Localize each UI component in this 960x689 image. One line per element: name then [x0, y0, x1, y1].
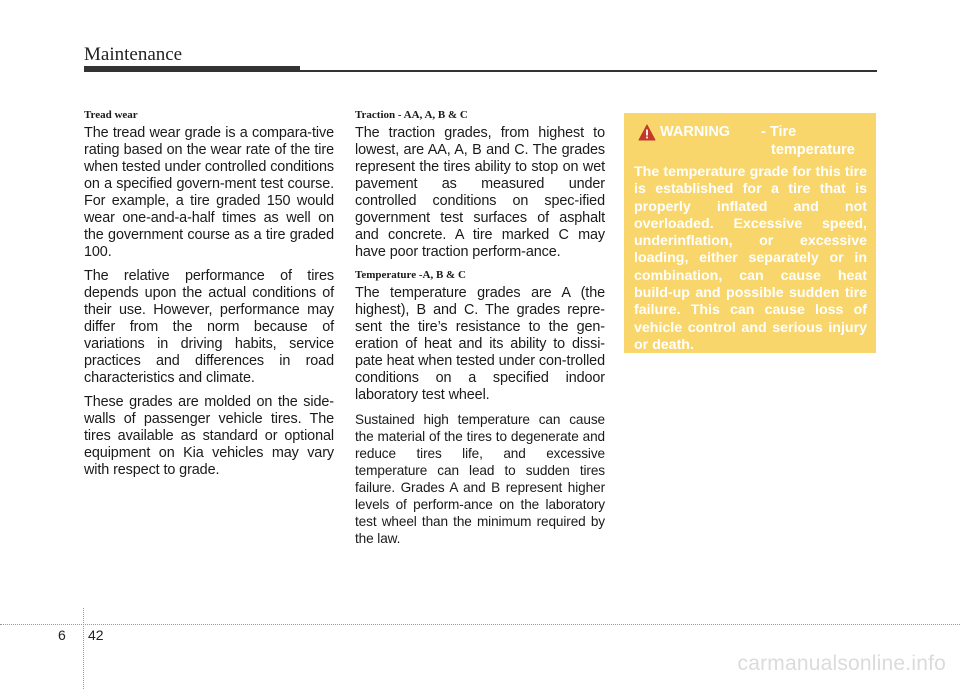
traction-paragraph: The traction grades, from highest to lowest, are AA, A, B and C. The grades represent the tires ability to stop on wet pavement as measured under controlled conditions on spec-ified government test surfaces of asphalt and concrete. A tire marked C may have poor traction perform-ance. — [355, 125, 605, 260]
tread-wear-heading: Tread wear — [84, 109, 138, 121]
watermark: carmanualsonline.info — [737, 652, 946, 675]
tread-wear-paragraph: The tread wear grade is a compara-tive rating based on the wear rate of the tire when tested under controlled conditions on a specified govern-ment test course. For example, a tire graded 150 would wear one-and-a-half times as well on the government course as a tire graded 100. — [84, 125, 334, 260]
page-title: Maintenance — [84, 44, 183, 65]
header-rule-thin — [300, 70, 877, 72]
footer-rule — [0, 624, 960, 625]
warning-subtitle-line2: temperature — [771, 142, 855, 158]
warning-box — [624, 113, 876, 353]
performance-paragraph: The relative performance of tires depends upon the actual conditions of their use. However, performance may differ from the norm because of variations in driving habits, service practices and differences in road characteristics and climate. — [84, 268, 334, 386]
temperature-heading: Temperature -A, B & C — [355, 269, 466, 281]
grades-paragraph: These grades are molded on the side-walls of passenger vehicle tires. The tires available as standard or optional equipment on Kia vehicles may vary with respect to grade. — [84, 394, 334, 478]
footer-divider — [83, 608, 84, 689]
warning-triangle-icon — [638, 124, 656, 141]
warning-label: WARNING — [660, 124, 731, 140]
page-number: 42 — [88, 627, 104, 643]
warning-subtitle-line1: - Tire — [761, 124, 797, 140]
middle-column — [355, 108, 605, 554]
header-rule-thick — [84, 66, 300, 72]
temperature-paragraph: The temperature grades are A (the highest), B and C. The grades repre-sent the tire’s resistance to the gen-eration of heat and its ability to dissi-pate heat when tested under con-trolled conditions on a specified indoor laboratory test wheel. — [355, 285, 605, 403]
sustained-temperature-paragraph: Sustained high temperature can cause the material of the tires to degenerate and reduce tires life, and excessive temperature can lead to sudden tires failure. Grades A and B represent higher levels of perform-ance on the laboratory test wheel than the minimum required by the law. — [355, 412, 605, 546]
chapter-number: 6 — [58, 627, 66, 643]
warning-body: The temperature grade for this tire is established for a tire that is properly inflated and not overloaded. Excessive speed, underinflation, or excessive loading, either separately or in combination, can cause heat build-up and possible sudden tire failure. This can cause loss of vehicle control and serious injury or death. — [634, 164, 867, 353]
left-column — [84, 108, 334, 486]
traction-heading: Traction - AA, A, B & C — [355, 109, 468, 121]
